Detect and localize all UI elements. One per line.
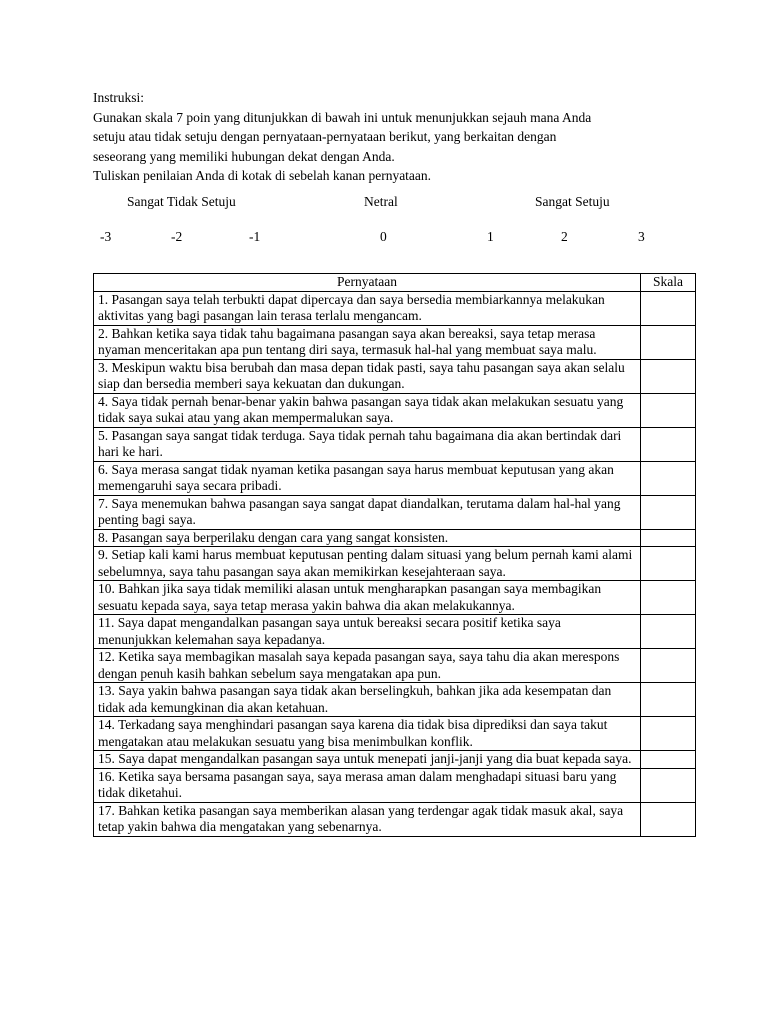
- score-box[interactable]: [641, 802, 696, 836]
- table-row: [94, 649, 696, 683]
- instructions-heading: Instruksi:: [93, 90, 145, 105]
- score-box[interactable]: [641, 768, 696, 802]
- statement-text: 7. Saya menemukan bahwa pasangan saya sangat dapat diandalkan, terutama dalam hal-hal yang penting bagi saya.: [94, 495, 641, 529]
- table-row: [94, 495, 696, 529]
- table-row: [94, 359, 696, 393]
- scale-label-neutral: Netral: [364, 194, 398, 209]
- table-row: [94, 615, 696, 649]
- statement-text: 12. Ketika saya membagikan masalah saya kepada pasangan saya, saya tahu dia akan merespons dengan penuh kasih bahkan sebelum saya mengatakan apa pun.: [94, 649, 641, 683]
- score-box[interactable]: [641, 581, 696, 615]
- statement-text: 15. Saya dapat mengandalkan pasangan saya untuk menepati janji-janji yang dia buat kepada saya.: [94, 751, 641, 769]
- scale-label-strongly-disagree: Sangat Tidak Setuju: [127, 194, 236, 209]
- table-row: [94, 461, 696, 495]
- score-box[interactable]: [641, 495, 696, 529]
- statement-text: 1. Pasangan saya telah terbukti dapat dipercaya dan saya bersedia membiarkannya melakukan aktivitas yang bagi pasangan lain terasa terlalu mengancam.: [94, 291, 641, 325]
- scale-label-strongly-agree: Sangat Setuju: [535, 194, 610, 209]
- column-header-statement: Pernyataan: [94, 274, 641, 292]
- score-box[interactable]: [641, 427, 696, 461]
- table-row: [94, 547, 696, 581]
- score-box[interactable]: [641, 325, 696, 359]
- table-row: [94, 325, 696, 359]
- column-header-scale: Skala: [641, 274, 696, 292]
- scale-point: 2: [561, 229, 568, 244]
- instructions-line-2: setuju atau tidak setuju dengan pernyataan-pernyataan berikut, yang berkaitan dengan: [93, 129, 557, 144]
- score-box[interactable]: [641, 717, 696, 751]
- statement-text: 13. Saya yakin bahwa pasangan saya tidak akan berselingkuh, bahkan jika ada kesempatan dan tidak ada kemungkinan dia akan ketahuan.: [94, 683, 641, 717]
- table-header-row: [94, 274, 696, 292]
- table-row: [94, 581, 696, 615]
- scale-point: -1: [249, 229, 261, 244]
- statement-text: 5. Pasangan saya sangat tidak terduga. Saya tidak pernah tahu bagaimana dia akan bertindak dari hari ke hari.: [94, 427, 641, 461]
- scale-point: -3: [100, 229, 112, 244]
- score-box[interactable]: [641, 683, 696, 717]
- table-row: [94, 393, 696, 427]
- statement-text: 17. Bahkan ketika pasangan saya memberikan alasan yang terdengar agak tidak masuk akal, saya tetap yakin bahwa dia mengatakan yang sebenarnya.: [94, 802, 641, 836]
- statement-text: 3. Meskipun waktu bisa berubah dan masa depan tidak pasti, saya tahu pasangan saya akan selalu siap dan bersedia memberi saya kekuatan dan dukungan.: [94, 359, 641, 393]
- scale-point: 3: [638, 229, 645, 244]
- instructions-line-4: Tuliskan penilaian Anda di kotak di sebelah kanan pernyataan.: [93, 168, 432, 183]
- scale-point: 1: [487, 229, 494, 244]
- table-row: [94, 802, 696, 836]
- statement-text: 11. Saya dapat mengandalkan pasangan saya untuk bereaksi secara positif ketika saya menunjukkan kelemahan saya kepadanya.: [94, 615, 641, 649]
- score-box[interactable]: [641, 547, 696, 581]
- table-row: [94, 683, 696, 717]
- score-box[interactable]: [641, 359, 696, 393]
- table-row: [94, 427, 696, 461]
- score-box[interactable]: [641, 615, 696, 649]
- scale-point: 0: [380, 229, 387, 244]
- instructions-line-1: Gunakan skala 7 poin yang ditunjukkan di bawah ini untuk menunjukkan sejauh mana Anda: [93, 109, 592, 125]
- table-row: [94, 529, 696, 547]
- table-row: [94, 717, 696, 751]
- statement-text: 16. Ketika saya bersama pasangan saya, saya merasa aman dalam menghadapi situasi baru yang tidak diketahui.: [94, 768, 641, 802]
- statement-text: 8. Pasangan saya berperilaku dengan cara yang sangat konsisten.: [94, 529, 641, 547]
- table-row: [94, 291, 696, 325]
- score-box[interactable]: [641, 649, 696, 683]
- instructions-block: [93, 88, 693, 186]
- statement-text: 4. Saya tidak pernah benar-benar yakin bahwa pasangan saya tidak akan melakukan sesuatu yang tidak saya sukai atau yang akan mempermalukan saya.: [94, 393, 641, 427]
- table-row: [94, 751, 696, 769]
- instructions-line-3: seseorang yang memiliki hubungan dekat dengan Anda.: [93, 148, 395, 164]
- score-box[interactable]: [641, 751, 696, 769]
- statement-text: 14. Terkadang saya menghindari pasangan saya karena dia tidak bisa diprediksi dan saya takut mengatakan atau melakukan sesuatu yang bisa menimbulkan konflik.: [94, 717, 641, 751]
- score-box[interactable]: [641, 461, 696, 495]
- statement-text: 2. Bahkan ketika saya tidak tahu bagaimana pasangan saya akan bereaksi, saya tetap merasa nyaman menceritakan apa pun tentang diri saya, termasuk hal-hal yang membuat saya malu.: [94, 325, 641, 359]
- table-row: [94, 768, 696, 802]
- score-box[interactable]: [641, 291, 696, 325]
- statement-text: 6. Saya merasa sangat tidak nyaman ketika pasangan saya harus membuat keputusan yang akan memengaruhi saya secara pribadi.: [94, 461, 641, 495]
- score-box[interactable]: [641, 393, 696, 427]
- statement-text: 10. Bahkan jika saya tidak memiliki alasan untuk mengharapkan pasangan saya membagikan sesuatu kepada saya, saya tetap merasa yakin bahwa dia akan melakukannya.: [94, 581, 641, 615]
- statement-text: 9. Setiap kali kami harus membuat keputusan penting dalam situasi yang belum pernah kami alami sebelumnya, saya tahu pasangan saya akan memikirkan kesejahteraan saya.: [94, 547, 641, 581]
- scale-point: -2: [171, 229, 183, 244]
- statements-table: [93, 273, 696, 837]
- score-box[interactable]: [641, 529, 696, 547]
